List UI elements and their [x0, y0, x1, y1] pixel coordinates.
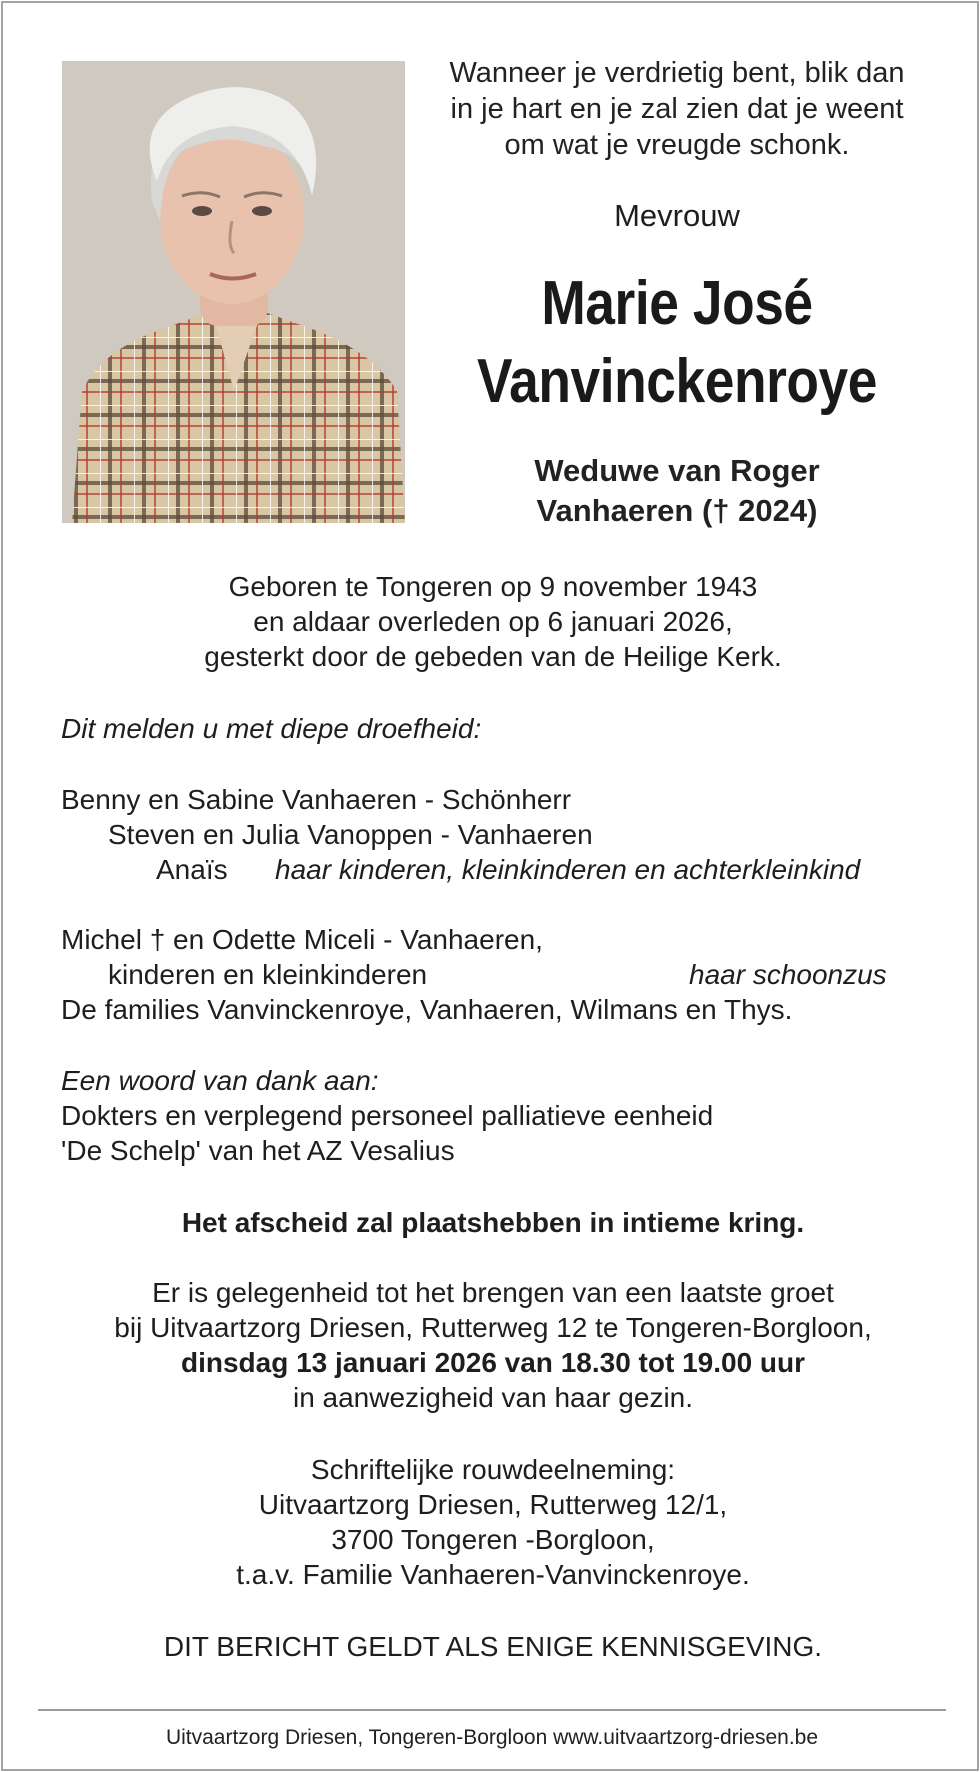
condolence-line: 3700 Tongeren -Borgloon, — [331, 1524, 655, 1555]
church-line: gesterkt door de gebeden van de Heilige Kerk. — [204, 641, 782, 672]
last-name: Vanvinckenroye — [476, 347, 878, 416]
family-line: Steven en Julia Vanoppen - Vanhaeren — [108, 819, 593, 850]
family-line: kinderen en kleinkinderen — [108, 959, 428, 990]
obituary-card — [1, 1, 979, 1771]
thanks-intro: Een woord van dank aan: — [61, 1065, 379, 1096]
family-line: Michel † en Odette Miceli - Vanhaeren, — [61, 924, 543, 955]
sole-notice — [43, 1629, 943, 1664]
deceased-name — [450, 265, 904, 421]
greeting-line: in aanwezigheid van haar gezin. — [292, 1382, 694, 1413]
birth-line: Geboren te Tongeren op 9 november 1943 — [228, 571, 758, 602]
greeting-line: bij Uitvaartzorg Driesen, Rutterweg 12 te Tongeren-Borgloon, — [114, 1312, 872, 1343]
farewell-line: Het afscheid zal plaatshebben in intieme kring. — [181, 1207, 805, 1238]
footer-divider — [38, 1709, 946, 1711]
quote-line: in je hart en je zal zien dat je weent — [450, 93, 904, 125]
condolence-address — [43, 1452, 943, 1592]
portrait-photo — [62, 61, 405, 523]
death-line: en aldaar overleden op 6 januari 2026, — [253, 606, 733, 637]
quote — [413, 55, 941, 163]
family-line: De families Vanvinckenroye, Vanhaeren, Wilmans en Thys. — [61, 994, 793, 1025]
notice-line: DIT BERICHT GELDT ALS ENIGE KENNISGEVING. — [163, 1631, 823, 1662]
first-name: Marie José — [541, 269, 813, 338]
birth-death-info — [43, 569, 943, 674]
family-line: Benny en Sabine Vanhaeren - Schönherr — [61, 784, 572, 815]
family-line: Anaïs — [156, 854, 228, 885]
quote-line: Wanneer je verdrietig bent, blik dan — [449, 57, 905, 89]
farewell-notice — [43, 1205, 943, 1240]
footer-credit: Uitvaartzorg Driesen, Tongeren-Borgloon www.uitvaartzorg-driesen.be — [165, 1726, 819, 1749]
greeting-line: Er is gelegenheid tot het brengen van een laatste groet — [152, 1277, 834, 1308]
quote-line: om wat je vreugde schonk. — [504, 129, 850, 161]
thanks-line: Dokters en verplegend personeel palliatieve eenheid — [61, 1100, 714, 1131]
condolence-line: t.a.v. Familie Vanhaeren-Vanvinckenroye. — [236, 1559, 750, 1590]
widow-line: Vanhaeren († 2024) — [536, 493, 818, 528]
salutation: Mevrouw — [614, 198, 740, 233]
announce-intro: Dit melden u met diepe droefheid: — [61, 713, 482, 744]
thanks-line: 'De Schelp' van het AZ Vesalius — [61, 1135, 455, 1166]
family-role: haar kinderen, kleinkinderen en achterkleinkind — [275, 854, 861, 885]
condolence-line: Uitvaartzorg Driesen, Rutterweg 12/1, — [258, 1489, 728, 1520]
greeting-date: dinsdag 13 januari 2026 van 18.30 tot 19.00 uur — [180, 1347, 806, 1378]
widow-of — [413, 451, 941, 531]
greeting-info — [43, 1275, 943, 1415]
condolence-line: Schriftelijke rouwdeelneming: — [310, 1454, 676, 1485]
portrait-icon — [62, 61, 405, 523]
family-role: haar schoonzus — [689, 959, 887, 990]
widow-line: Weduwe van Roger — [534, 453, 820, 488]
